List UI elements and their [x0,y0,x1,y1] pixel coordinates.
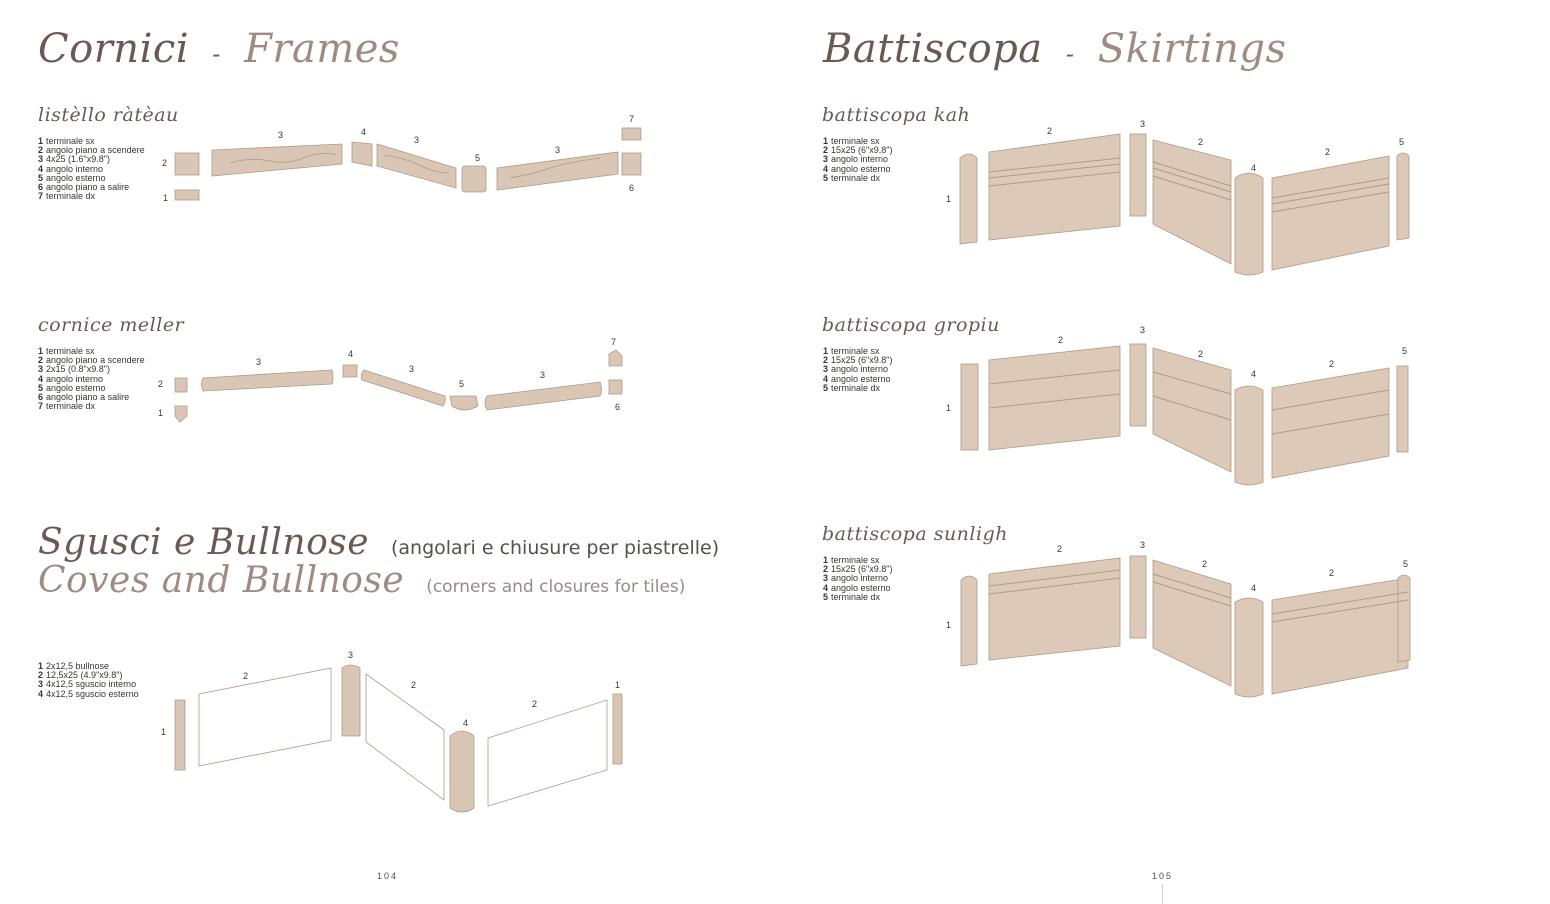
legend-row: 3 angolo interno [823,364,889,375]
bullnose-title-en-script: Coves and Bullnose [38,560,405,601]
frames-title-it: Cornici [38,26,190,72]
callout: 1 [158,408,164,418]
callout: 2 [1058,335,1064,345]
legend-row: 4 angolo esterno [823,373,891,384]
right-page-105 [775,0,1550,904]
kah-name: battiscopa kah [822,104,971,126]
legend-row: 7 terminale dx [38,401,96,412]
bullnose-title-en-paren: (corners and closures for tiles) [426,577,686,597]
bullnose-title-it-paren: (angolari e chiusure per piastrelle) [391,537,720,559]
legend-row: 1 terminale sx [38,346,95,356]
legend-row: 5 terminale dx [823,382,881,393]
callout: 2 [1202,559,1208,569]
callout: 2 [1047,126,1053,136]
legend-row: 5 angolo esterno [38,382,106,393]
callout: 3 [409,364,415,374]
bullnose-piece-1 [175,700,185,770]
callout: 7 [629,114,635,124]
page-number: 105 [1152,871,1174,881]
callout: 1 [946,620,952,630]
callout: 5 [475,153,481,163]
callout: 4 [361,127,367,137]
legend-row: 4 angolo esterno [823,163,891,174]
callout: 4 [348,349,354,359]
callout: 3 [555,145,561,155]
callout: 3 [540,370,546,380]
frames-title-sep: - [212,40,221,68]
callout: 1 [163,193,169,203]
bullnose-piece-4 [450,731,474,812]
callout: 2 [158,379,164,389]
bullnose-piece-1b [613,694,622,764]
bullnose-piece-2 [199,668,331,766]
callout: 5 [1403,559,1409,569]
legend-row: 3 angolo interno [823,573,889,584]
callout: 2 [162,158,168,168]
skirtings-title-en: Skirtings [1097,26,1287,72]
legend-row: 4 angolo esterno [823,582,891,593]
legend-row: 4 4x12,5 sguscio esterno [38,688,139,699]
legend-row: 3 4x12,5 sguscio interno [38,679,137,690]
callout: 1 [946,194,952,204]
callout: 6 [629,183,635,193]
legend-row: 5 angolo esterno [38,172,106,183]
legend-row: 4 angolo interno [38,373,104,384]
legend-row: 1 terminale sx [38,136,95,146]
meller-name: cornice meller [38,314,185,336]
callout: 3 [1140,119,1146,129]
legend-row: 1 terminale sx [823,555,880,565]
callout: 3 [256,357,262,367]
callout: 1 [161,727,167,737]
callout: 5 [459,379,465,389]
legend-row: 6 angolo piano a salire [38,182,130,193]
callout: 2 [1325,147,1331,157]
callout: 3 [414,135,420,145]
callout: 2 [1329,359,1335,369]
sunligh-piece-5 [1398,575,1410,662]
sunligh-name: battiscopa sunligh [822,523,1008,545]
callout: 3 [1140,540,1146,550]
legend-row: 2 12,5x25 (4.9"x9.8") [38,670,123,681]
callout: 7 [611,337,617,347]
callout: 4 [1251,369,1257,379]
legend-row: 3 2x15 (0.8"x9.8") [38,364,110,375]
legend-row: 2 angolo piano a scendere [38,355,145,366]
legend-row: 3 4x25 (1.6"x9.8") [38,154,110,165]
callout: 3 [1140,325,1146,335]
callout: 2 [1198,349,1204,359]
callout: 2 [532,699,538,709]
callout: 3 [278,130,284,140]
listello-name: listèllo ràtèau [38,104,179,126]
callout: 2 [243,671,249,681]
callout: 5 [1399,137,1405,147]
skirtings-title-sep: - [1065,40,1075,68]
callout: 6 [615,402,621,412]
bullnose-piece-2b [366,674,444,800]
legend-row: 1 terminale sx [823,346,880,356]
sunligh-piece-2 [989,558,1120,660]
legend-row: 1 terminale sx [823,136,880,146]
legend-row: 1 2x12,5 bullnose [38,661,110,671]
legend-row: 7 terminale dx [38,191,96,202]
callout: 1 [615,680,621,690]
callout: 1 [946,403,952,413]
sunligh-piece-4 [1235,598,1263,697]
sunligh-illustration [775,0,1550,904]
legend-row: 6 angolo piano a salire [38,392,130,403]
legend-row: 2 15x25 (6"x9.8") [823,145,893,156]
legend-row: 3 angolo interno [823,154,889,165]
page-number: 104 [377,871,399,881]
callout: 4 [1251,163,1257,173]
callout: 2 [1198,137,1204,147]
sunligh-piece-2b [1153,560,1231,686]
callout: 3 [348,650,354,660]
bullnose-title-it-script: Sgusci e Bullnose [38,522,370,563]
callout: 2 [1329,568,1335,578]
callout: 5 [1402,346,1408,356]
legend-row: 5 terminale dx [823,591,881,602]
legend-row: 2 15x25 (6"x9.8") [823,564,893,575]
callout: 2 [1057,544,1063,554]
gutter-line [1162,884,1163,904]
frames-title-en: Frames [244,26,400,72]
gropiu-name: battiscopa gropiu [822,314,1000,336]
legend-row: 2 15x25 (6"x9.8") [823,355,893,366]
sunligh-piece-3 [1130,556,1146,638]
bullnose-piece-3 [342,665,360,736]
legend-row: 2 angolo piano a scendere [38,145,145,156]
callout: 2 [411,680,417,690]
legend-row: 5 terminale dx [823,172,881,183]
skirtings-title-it: Battiscopa [823,26,1043,72]
callout: 4 [463,718,469,728]
sunligh-piece-1 [961,576,977,666]
callout: 4 [1251,583,1257,593]
bullnose-piece-2c [488,700,607,806]
legend-row: 4 angolo interno [38,163,104,174]
